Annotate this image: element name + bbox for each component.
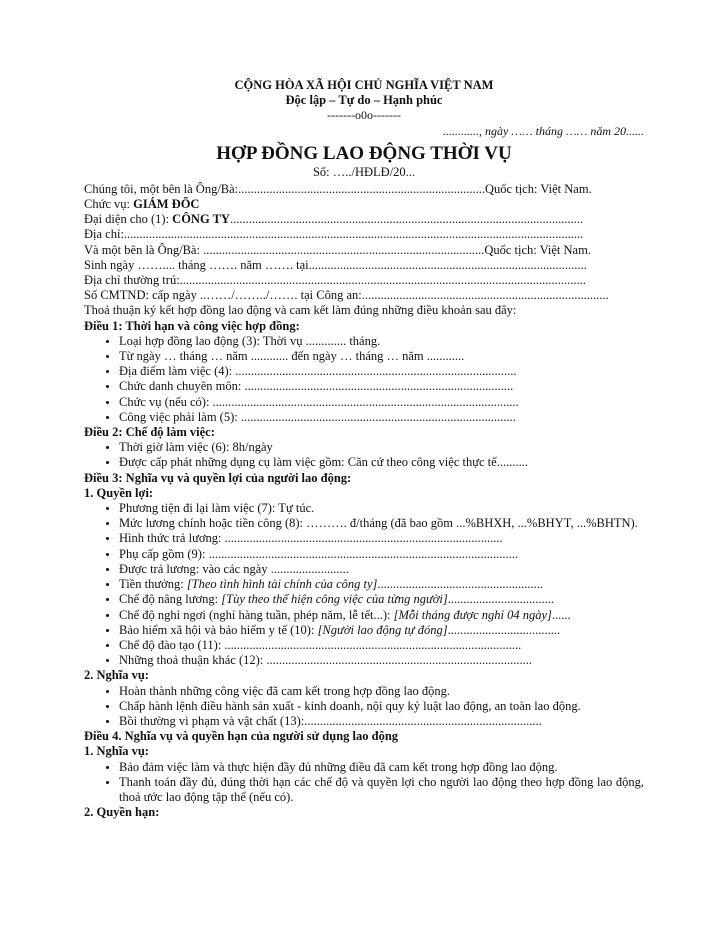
article1-list	[84, 334, 644, 425]
list-item	[119, 577, 644, 592]
list-item	[119, 516, 644, 531]
item-text: Bảo hiểm xã hội và bảo hiểm y tế (10):	[119, 622, 318, 637]
employee-birth-line: Sinh ngày …….... tháng ……. năm ……. tại.........................................................................................	[84, 257, 587, 272]
item-italic-text: [Người lao động tự đóng]	[317, 622, 448, 637]
employee-party-line: Và một bên là Ông/Bà: ..........................................................................................Quốc tịch: Việt Nam.	[84, 242, 591, 257]
list-item: • Công việc phải làm (5): ........................................................................................	[119, 410, 644, 425]
item-italic-text: [Theo tình hình tài chính của công ty]	[186, 577, 378, 592]
employer-position-line	[84, 197, 644, 212]
employee-address-line: Địa chỉ thường trú:..................................................................................................................................	[84, 273, 586, 288]
employer-party-line: Chúng tôi, một bên là Ông/Bà:...............................................................................Quốc tịch: Việt Nam.	[84, 181, 592, 196]
list-item	[119, 608, 644, 623]
list-item	[119, 623, 644, 638]
employer-address-line: Địa chỉ:...................................................................................................................................................	[84, 227, 584, 242]
article4-heading: Điều 4. Nghĩa vụ và quyền hạn của người sử dụng lao động	[84, 729, 399, 744]
list-item: • Chức danh chuyên môn: ......................................................................................	[119, 379, 644, 394]
list-item: • Chấp hành lệnh điều hành sản xuất - kinh doanh, nội quy kỷ luật lao động, an toàn lao động.	[119, 699, 644, 714]
list-item	[119, 547, 644, 562]
list-item: • Chức vụ (nếu có): ..................................................................................................	[119, 395, 644, 410]
article3-duties-heading: 2. Nghĩa vụ:	[84, 668, 149, 683]
article1-heading: Điều 1: Thời hạn và công việc hợp đồng:	[84, 318, 300, 333]
item-text: Chế độ nghỉ ngơi (nghỉ hàng tuần, phép năm, lễ tết...):	[119, 607, 394, 622]
article3-rights-heading: 1. Quyền lợi:	[84, 485, 154, 500]
article2-heading: Điều 2: Chế độ làm việc:	[84, 425, 215, 440]
item-text: Phương tiện đi lại làm việc (7): Tự túc.	[119, 501, 315, 516]
representative-value: CÔNG TY	[172, 212, 230, 227]
position-value: GIÁM ĐỐC	[133, 197, 200, 212]
article2-list	[84, 440, 644, 470]
list-item	[119, 531, 644, 546]
list-item: • Bồi thường vi phạm và vật chất (13):............................................................................	[119, 714, 644, 729]
list-item: • Hoàn thành những công việc đã cam kết trong hợp đồng lao động.	[119, 684, 644, 699]
article4-rights-heading: 2. Quyền hạn:	[84, 805, 160, 820]
item-dots: ......	[551, 607, 571, 622]
article3-duties-list	[84, 684, 644, 730]
item-text: Được trả lương: vào các ngày .........................	[119, 561, 349, 576]
item-text: Phụ cấp gồm (9): ...................................................................................................	[119, 546, 518, 561]
article3-rights-list	[84, 501, 644, 668]
national-title: CỘNG HÒA XÃ HỘI CHỦ NGHĨA VIỆT NAM	[234, 78, 494, 92]
list-item	[119, 562, 644, 577]
item-dots: ....................................	[447, 622, 561, 637]
list-item	[119, 501, 644, 516]
header-separator: -------o0o-------	[327, 108, 401, 123]
item-dots: .....................................................	[377, 577, 544, 592]
item-text: Chế độ nâng lương:	[119, 592, 222, 607]
employee-id-line: Số CMTND: cấp ngày ..……/……../……. tại Công an:...............................................................................	[84, 288, 609, 303]
position-label: Chức vụ:	[84, 197, 134, 212]
item-italic-text: [Tùy theo thể hiện công việc của từng người]	[221, 592, 448, 607]
date-line: ............, ngày …… tháng …… năm 20......	[442, 124, 644, 139]
agreement-line: Thoả thuận ký kết hợp đồng lao động và cam kết làm đúng những điều khoản sau đây:	[84, 303, 517, 318]
list-item	[119, 592, 644, 607]
list-item: • Được cấp phát những dụng cụ làm việc gồm: Căn cứ theo công việc thực tế..........	[119, 455, 644, 470]
item-text: Chế độ đào tạo (11): ...............................................................................................	[119, 637, 522, 652]
article4-duties-heading: 1. Nghĩa vụ:	[84, 744, 149, 759]
contract-title: HỢP ĐỒNG LAO ĐỘNG THỜI VỤ	[216, 142, 512, 164]
item-text: Hình thức trả lương: .........................................................................................	[119, 531, 503, 546]
item-text: Những thoả thuận khác (12): .....................................................................................	[119, 653, 532, 668]
contract-number: Số: …../HĐLĐ/20...	[312, 164, 416, 179]
item-dots: ..................................	[447, 592, 555, 607]
representative-dots: .................................................................................................................	[229, 212, 584, 227]
article4-duties-list	[84, 760, 644, 806]
national-motto: Độc lập – Tự do – Hạnh phúc	[285, 93, 443, 108]
list-item: • Địa điểm làm việc (4): ..........................................................................................	[119, 364, 644, 379]
item-text: Mức lương chính hoặc tiền công (8): ………. đ/tháng (đã bao gồm ...%BHXH, ...%BHYT, ...%BHTN).	[119, 516, 638, 531]
list-item	[119, 653, 644, 668]
representative-label: Đại diện cho (1):	[84, 212, 173, 227]
list-item: • Thời giờ làm việc (6): 8h/ngày	[119, 440, 644, 455]
representative-line	[84, 212, 644, 227]
item-text: Tiền thưởng:	[119, 577, 187, 592]
item-italic-text: [Mỗi tháng được nghỉ 04 ngày]	[393, 607, 552, 622]
contract-page	[84, 78, 644, 820]
list-item: • Bảo đảm việc làm và thực hiện đầy đủ những điều đã cam kết trong hợp đồng lao động.	[119, 760, 644, 775]
list-item	[119, 638, 644, 653]
list-item: • Thanh toán đầy đủ, đúng thời hạn các chế độ và quyền lợi cho người lao động theo hợp đồng lao động, thoả ước lao động tập thể (nếu có).	[119, 775, 644, 805]
list-item: • Từ ngày … tháng … năm ............ đến ngày … tháng … năm ............	[119, 349, 644, 364]
list-item: • Loại hợp đồng lao động (3): Thời vụ ............. tháng.	[119, 334, 644, 349]
article3-heading: Điều 3: Nghĩa vụ và quyền lợi của người lao động:	[84, 470, 352, 485]
